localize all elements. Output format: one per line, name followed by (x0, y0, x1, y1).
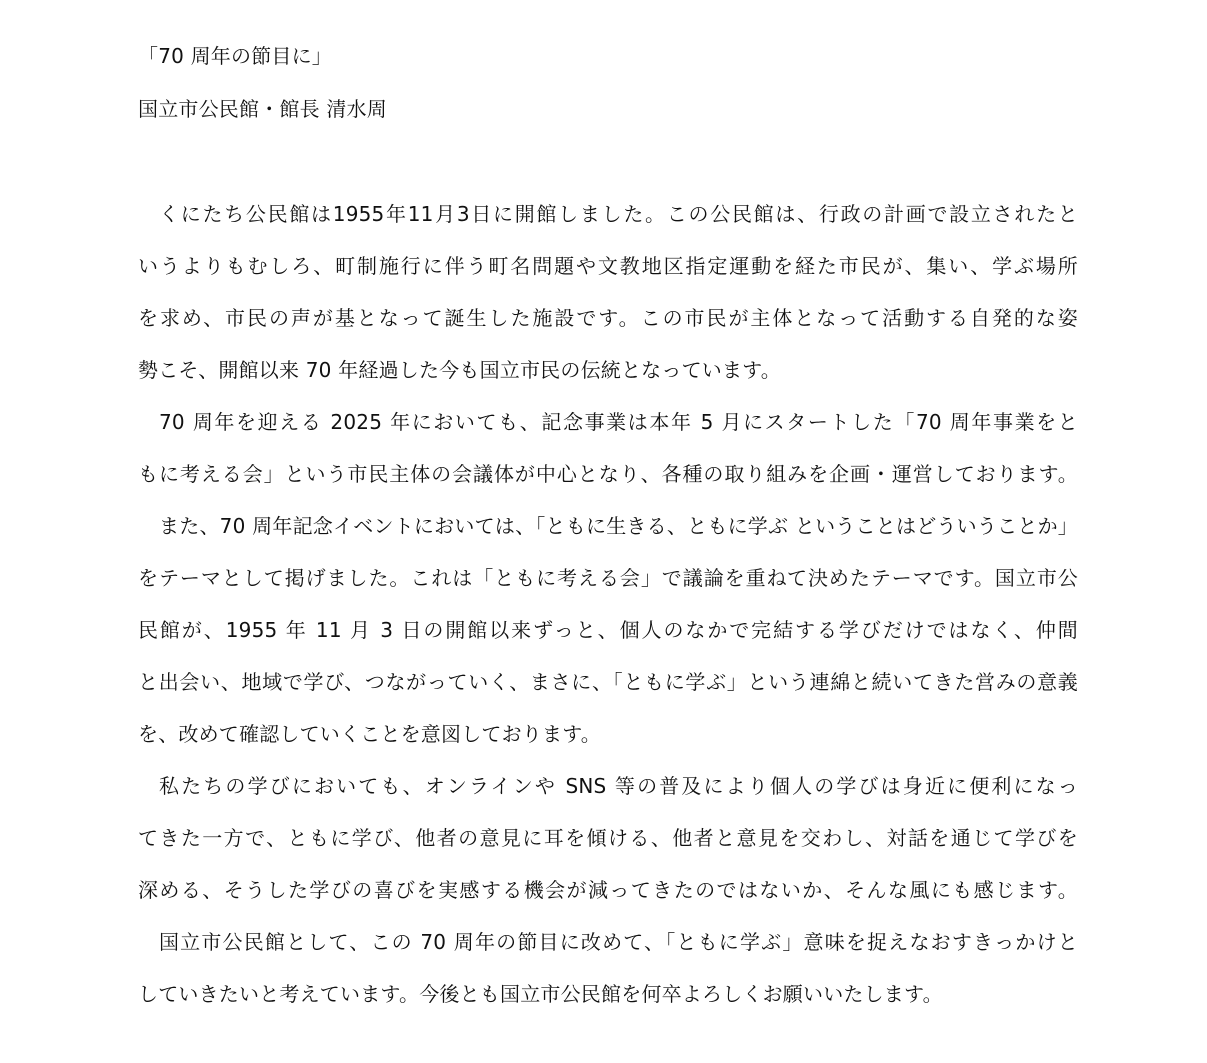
paragraph-line: 国立市公民館として、この 70 周年の節目に改めて、「ともに学ぶ」意味を捉えなおすきっかけと (159, 930, 1078, 954)
paragraph-line: もに考える会」という市民主体の会議体が中心となり、各種の取り組みを企画・運営しております。 (138, 462, 1078, 486)
paragraph-line: 私たちの学びにおいても、オンラインや SNS 等の普及により個人の学びは身近に便利になっ (159, 774, 1078, 798)
paragraph-line: 70 周年を迎える 2025 年においても、記念事業は本年 5 月にスタートした「70 周年事業をと (159, 410, 1078, 434)
paragraph-line: を、改めて確認していくことを意図しております。 (138, 722, 601, 746)
document-title: 「70 周年の節目に」 (138, 44, 333, 68)
paragraph-line: いうよりもむしろ、町制施行に伴う町名問題や文教地区指定運動を経た市民が、集い、学ぶ場所 (138, 254, 1078, 278)
paragraph-line: 勢こそ、開館以来 70 年経過した今も国立市民の伝統となっています。 (138, 358, 781, 382)
paragraph-line: していきたいと考えています。今後とも国立市公民館を何卒よろしくお願いいたします。 (138, 982, 943, 1006)
paragraph-line: 民館が、1955 年 11 月 3 日の開館以来ずっと、個人のなかで完結する学びだけではなく、仲間 (138, 618, 1078, 642)
paragraph-line: をテーマとして掲げました。これは「ともに考える会」で議論を重ねて決めたテーマです。国立市公 (138, 566, 1078, 590)
document-author: 国立市公民館・館長 清水周 (138, 97, 387, 121)
paragraph-line: を求め、市民の声が基となって誕生した施設です。この市民が主体となって活動する自発的な姿 (138, 306, 1078, 330)
paragraph-line: また、70 周年記念イベントにおいては、「ともに生きる、ともに学ぶ ということはどういうことか」 (159, 514, 1078, 538)
paragraph-line: くにたち公民館は1955年11月3日に開館しました。この公民館は、行政の計画で設立されたと (159, 202, 1078, 226)
paragraph-line: てきた一方で、ともに学び、他者の意見に耳を傾ける、他者と意見を交わし、対話を通じて学びを (138, 826, 1078, 850)
paragraph-line: と出会い、地域で学び、つながっていく、まさに、「ともに学ぶ」という連綿と続いてきた営みの意義 (138, 670, 1078, 694)
paragraph-line: 深める、そうした学びの喜びを実感する機会が減ってきたのではないか、そんな風にも感じます。 (138, 878, 1078, 902)
